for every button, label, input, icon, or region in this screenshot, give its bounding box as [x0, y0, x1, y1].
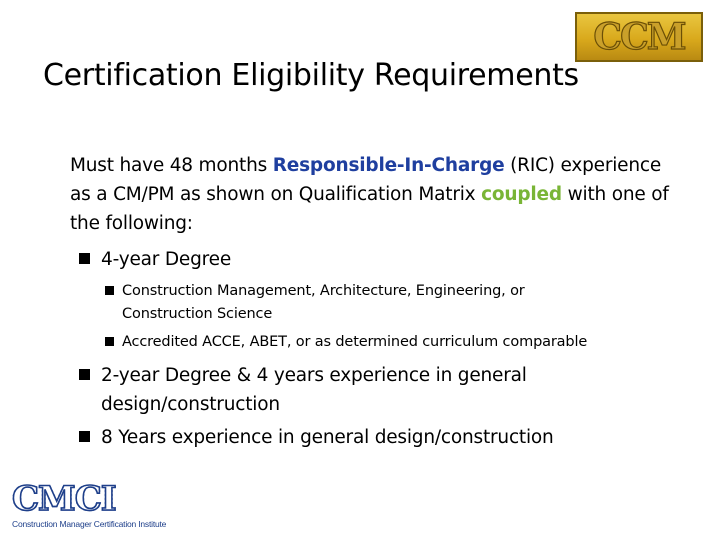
slide-title: Certification Eligibility Requirements: [43, 58, 579, 93]
square-bullet-icon: [105, 337, 114, 346]
intro-text-part3: with one of the following:: [70, 184, 669, 234]
sub-bullet-text: Construction Management, Architecture, Engineering, or Construction Science: [122, 283, 525, 322]
bullet-item-4-year-degree: [79, 245, 639, 274]
sub-bullet-text: Accredited ACCE, ABET, or as determined curriculum comparable: [122, 334, 588, 350]
bullet-text: 8 Years experience in general design/construction: [101, 427, 554, 448]
sub-bullet-item-accredited: [105, 331, 675, 354]
bullet-text: 4-year Degree: [101, 249, 232, 270]
sub-bullet-item-fields: [105, 280, 675, 326]
intro-coupled-highlight: coupled: [481, 184, 562, 205]
intro-text-part2: (RIC) experience as a CM/PM as shown on Qualification Matrix: [70, 155, 662, 205]
cmci-logo-text: CMCI: [12, 479, 116, 519]
square-bullet-icon: [79, 369, 90, 380]
square-bullet-icon: [79, 253, 90, 264]
bullet-item-2-year-degree: [79, 361, 599, 419]
intro-text-part1: Must have 48 months: [70, 155, 273, 176]
cmci-logo: [12, 479, 172, 532]
square-bullet-icon: [79, 431, 90, 442]
bullet-text: 2-year Degree & 4 years experience in general design/construction: [101, 365, 527, 415]
intro-ric-highlight: Responsible-In-Charge: [272, 155, 505, 176]
cmci-logo-subtitle: Construction Manager Certification Institute: [12, 519, 167, 529]
bullet-item-8-years: [79, 423, 639, 452]
ccm-logo-text: CCM: [593, 16, 685, 58]
ccm-logo: [575, 12, 703, 62]
intro-paragraph: [70, 151, 670, 238]
square-bullet-icon: [105, 286, 114, 295]
